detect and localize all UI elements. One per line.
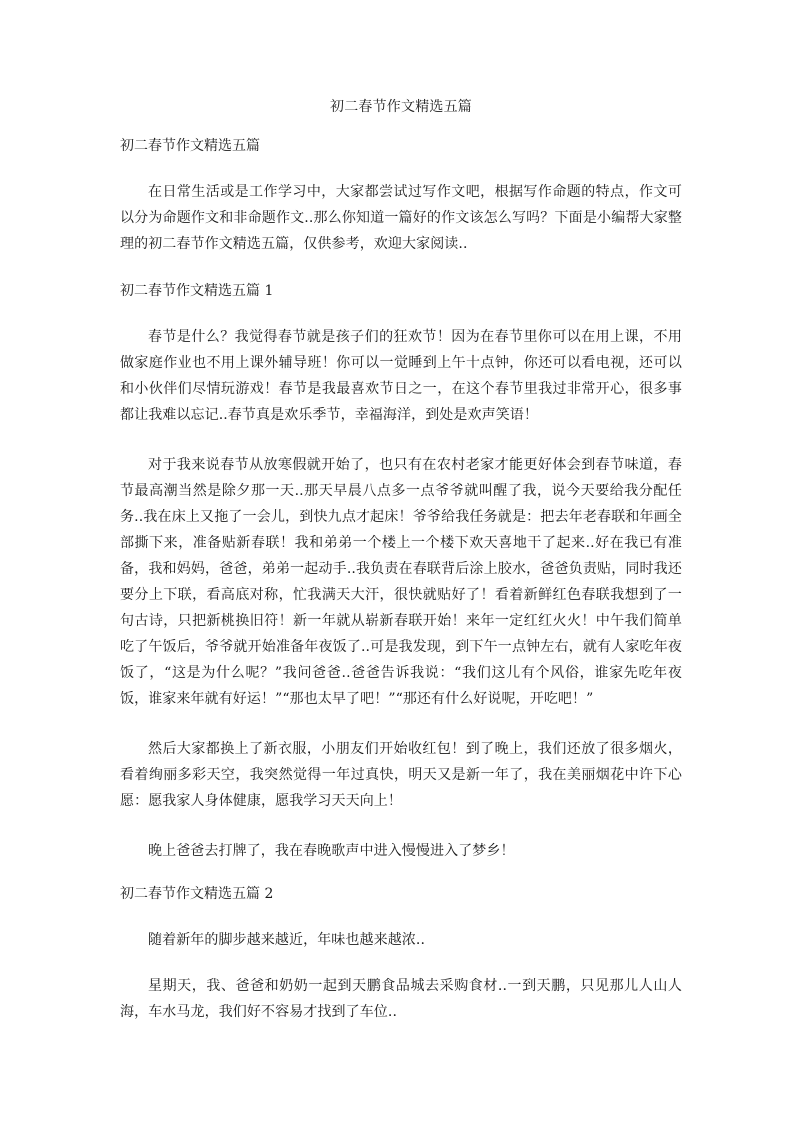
section-1-paragraph-4: 晚上爸爸去打牌了，我在春晚歌声中进入慢慢进入了梦乡！ <box>148 843 515 859</box>
main-heading: 初二春节作文精选五篇 <box>120 138 260 154</box>
section-1-paragraph-1: 春节是什么？我觉得春节就是孩子们的狂欢节！因为在春节里你可以在用上课，不用做家庭作业也不用上课外辅导班！你可以一觉睡到上午十点钟，你还可以看电视，还可以和小伙伴们尽情玩游戏！春节是我最喜欢节日之一，在这个春节里我过非常开心，很多事都让我难以忘记..春节真是欢乐季节，幸福海洋，到处是欢声笑语！ <box>120 329 682 423</box>
section-2-paragraph-1: 随着新年的脚步越来越近，年味也越来越浓.. <box>148 932 425 948</box>
document-page <box>120 97 682 1049</box>
intro-paragraph: 在日常生活或是工作学习中，大家都尝试过写作文吧，根据写作命题的特点，作文可以分为命题作文和非命题作文..那么你知道一篇好的作文该怎么写吗？下面是小编帮大家整理的初二春节作文精选五篇，仅供参考，欢迎大家阅读.. <box>120 184 682 252</box>
document-title: 初二春节作文精选五篇 <box>330 99 472 115</box>
section-1-heading: 初二春节作文精选五篇 1 <box>120 283 274 299</box>
section-2-heading: 初二春节作文精选五篇 2 <box>120 886 274 902</box>
section-1-paragraph-2: 对于我来说春节从放寒假就开始了，也只有在农村老家才能更好体会到春节味道，春节最高潮当然是除夕那一天..那天早晨八点多一点爷爷就叫醒了我，说今天要给我分配任务..我在床上又拖了一会儿，到快九点才起床！爷爷给我任务就是：把去年老春联和年画全部撕下来，准备贴新春联！我和弟弟一个楼上一个楼下欢天喜地干了起来..好在我已有准备，我和妈妈，爸爸，弟弟一起动手..我负责在春联背后涂上胶水，爸爸负责贴，同时我还要分上下联，看高底对称，忙我满天大汗，很快就贴好了！看着新鲜红色春联我想到了一句古诗，只把新桃换旧符！新一年就从崭新春联开始！来年一定红红火火！中午我们简单吃了午饭后，爷爷就开始准备年夜饭了..可是我发现，到下午一点钟左右，就有人家吃年夜饭了，“这是为什么呢？”我问爸爸..爸爸告诉我说：“我们这儿有个风俗，谁家先吃年夜饭，谁家来年就有好运！”“那也太早了吧！”“那还有什么好说呢，开吃吧！” <box>120 457 682 707</box>
section-1-paragraph-3: 然后大家都换上了新衣服，小朋友们开始收红包！到了晚上，我们还放了很多烟火，看着绚丽多彩天空，我突然觉得一年过真快，明天又是新一年了，我在美丽烟花中许下心愿：愿我家人身体健康，愿我学习天天向上！ <box>120 741 682 809</box>
section-2-paragraph-2: 星期天，我、爸爸和奶奶一起到天鹏食品城去采购食材..一到天鹏，只见那儿人山人海，车水马龙，我们好不容易才找到了车位.. <box>120 978 682 1020</box>
